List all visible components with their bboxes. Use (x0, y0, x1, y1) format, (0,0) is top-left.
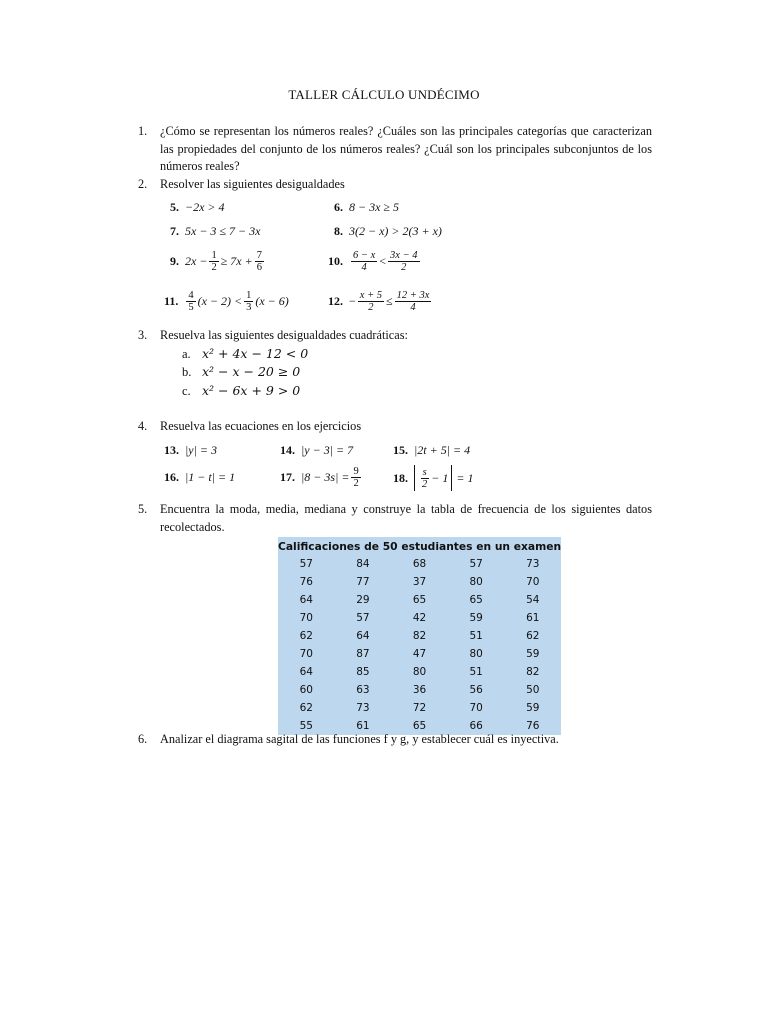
table-cell: 59 (469, 612, 483, 624)
table-cell: 77 (356, 576, 370, 588)
exercise-12: 12. − $\frac{x + 5}{2}$ ≤ $\frac{12 + 3x}{4}$ (328, 290, 430, 313)
table-cell: 64 (356, 630, 370, 642)
quadratic-b: b. x² − x − 20 ≥ 0 (182, 364, 301, 379)
table-cell: 62 (526, 630, 540, 642)
table-cell: 76 (526, 720, 540, 732)
table-row (278, 663, 561, 681)
table-cell: 56 (469, 684, 483, 696)
table-cell: 73 (526, 558, 540, 570)
table-row (278, 681, 561, 699)
exercise-8: 8. 3(2 − x) > 2(3 + x) (334, 224, 442, 238)
exercise-15: 15. |2t + 5| = 4 (393, 443, 471, 457)
question-5 (138, 501, 652, 536)
quadratic-c: c. x² − 6x + 9 > 0 (182, 383, 301, 398)
table-cell: 84 (356, 558, 370, 570)
question-3 (138, 327, 652, 345)
table-cell: 54 (526, 594, 540, 606)
question-2 (138, 176, 652, 194)
exercise-17: 17. |8 − 3s| = $\frac{9}{2}$ (280, 466, 359, 489)
table-cell: 64 (299, 666, 313, 678)
exercise-5: 5. −2x > 4 (170, 200, 225, 214)
question-number: 3. (138, 328, 148, 342)
question-6 (138, 731, 652, 749)
fraction: $\frac{x + 5}{2}$ (359, 290, 383, 313)
page-title: TALLER CÁLCULO UNDÉCIMO (288, 87, 480, 102)
exercise-11: 11. $\frac{4}{5}$ (x − 2) < $\frac{1}{3}$ (x − 6) (164, 290, 289, 313)
table-cell: 63 (356, 684, 370, 696)
question-text: Resolver las siguientes desigualdades (160, 177, 345, 191)
table-caption: Calificaciones de 50 estudiantes en un examen (278, 537, 561, 555)
question-number: 6. (138, 732, 148, 746)
table-cell: 51 (469, 666, 483, 678)
exercise-14: 14. |y − 3| = 7 (280, 443, 354, 457)
grades-table (278, 537, 561, 735)
table-cell: 82 (412, 630, 427, 642)
table-cell: 85 (356, 666, 370, 678)
table-cell: 70 (299, 648, 313, 660)
table-cell: 65 (412, 720, 427, 732)
question-text: Resuelva las siguientes desigualdades cuadráticas: (160, 328, 408, 342)
table-cell: 51 (469, 630, 483, 642)
exercise-16: 16. |1 − t| = 1 (164, 470, 236, 484)
question-4 (138, 418, 652, 436)
table-cell: 42 (412, 612, 427, 624)
table-cell: 61 (526, 612, 540, 624)
table-cell: 59 (526, 702, 540, 714)
table-cell: 70 (526, 576, 540, 588)
table-cell: 59 (526, 648, 540, 660)
table-cell: 29 (356, 594, 370, 606)
table-cell: 70 (299, 612, 313, 624)
table-cell: 47 (412, 648, 427, 660)
fraction: $\frac{3x - 4}{2}$ (390, 250, 418, 273)
question-number: 2. (138, 177, 148, 191)
table-row (278, 645, 561, 663)
exercise-9: 9. 2x − $\frac{1}{2}$ ≥ 7x + $\frac{7}{6}$ (170, 250, 262, 273)
table-cell: 82 (526, 666, 540, 678)
exercise-10: 10. $\frac{6 - x}{4}$ < $\frac{3x - 4}{2}$ (328, 250, 418, 273)
fraction: $\frac{1}{2}$ (211, 250, 217, 273)
table-cell: 50 (526, 684, 540, 696)
question-number: 1. (138, 124, 148, 138)
question-number: 4. (138, 419, 148, 433)
table-row (278, 555, 561, 573)
fraction: $\frac{s}{2}$ (422, 466, 428, 490)
table-cell: 72 (412, 702, 427, 714)
fraction: $\frac{12 + 3x}{4}$ (396, 290, 430, 313)
table-cell: 65 (469, 594, 483, 606)
table-cell: 76 (299, 576, 313, 588)
question-1 (138, 123, 652, 176)
table-row (278, 591, 561, 609)
table-cell: 62 (299, 702, 313, 714)
exercise-18: 18. $\frac{s}{2}$ − 1 = 1 (393, 466, 474, 490)
table-cell: 80 (469, 576, 483, 588)
table-cell: 61 (356, 720, 370, 732)
table-cell: 80 (412, 666, 427, 678)
table-cell: 55 (299, 720, 313, 732)
fraction: $\frac{4}{5}$ (188, 290, 194, 313)
table-row (278, 609, 561, 627)
table-row (278, 573, 561, 591)
table-cell: 57 (469, 558, 483, 570)
fraction: $\frac{7}{6}$ (256, 250, 262, 273)
exercise-7: 7. 5x − 3 ≤ 7 − 3x (170, 224, 261, 238)
question-text: ¿Cómo se representan los números reales? ¿Cuáles son las principales categorías que caracterizan las propiedades del conjunto de los números reales? ¿Cuál son los principales subconjuntos de los números reales? (160, 124, 652, 173)
table-cell: 36 (412, 684, 427, 696)
absolute-value: $\frac{s}{2}$ − 1 (414, 465, 452, 491)
table-cell: 62 (299, 630, 313, 642)
question-number: 5. (138, 502, 148, 516)
table-cell: 68 (412, 558, 427, 570)
table-cell: 70 (469, 702, 483, 714)
question-text: Encuentra la moda, media, mediana y construye la tabla de frecuencia de los siguientes datos recolectados. (160, 502, 652, 534)
quadratic-a: a. x² + 4x − 12 < 0 (182, 346, 309, 361)
table-row (278, 699, 561, 717)
table-row (278, 627, 561, 645)
question-text: Analizar el diagrama sagital de las funciones f y g, y establecer cuál es inyectiva. (160, 732, 559, 746)
question-text: Resuelva las ecuaciones en los ejercicios (160, 419, 362, 433)
fraction: $\frac{9}{2}$ (353, 466, 359, 489)
table-cell: 57 (356, 612, 370, 624)
table-cell: 80 (469, 648, 483, 660)
table-cell: 87 (356, 648, 370, 660)
table-cell: 60 (299, 684, 313, 696)
table-cell: 73 (356, 702, 370, 714)
exercise-6: 6. 8 − 3x ≥ 5 (334, 200, 400, 214)
fraction: $\frac{6 - x}{4}$ (353, 250, 376, 273)
exercise-13: 13. |y| = 3 (164, 443, 218, 457)
table-cell: 64 (299, 594, 313, 606)
table-cell: 57 (299, 558, 313, 570)
fraction: $\frac{1}{3}$ (246, 290, 252, 313)
table-cell: 65 (412, 594, 427, 606)
table-cell: 37 (412, 576, 427, 588)
table-cell: 66 (469, 720, 483, 732)
